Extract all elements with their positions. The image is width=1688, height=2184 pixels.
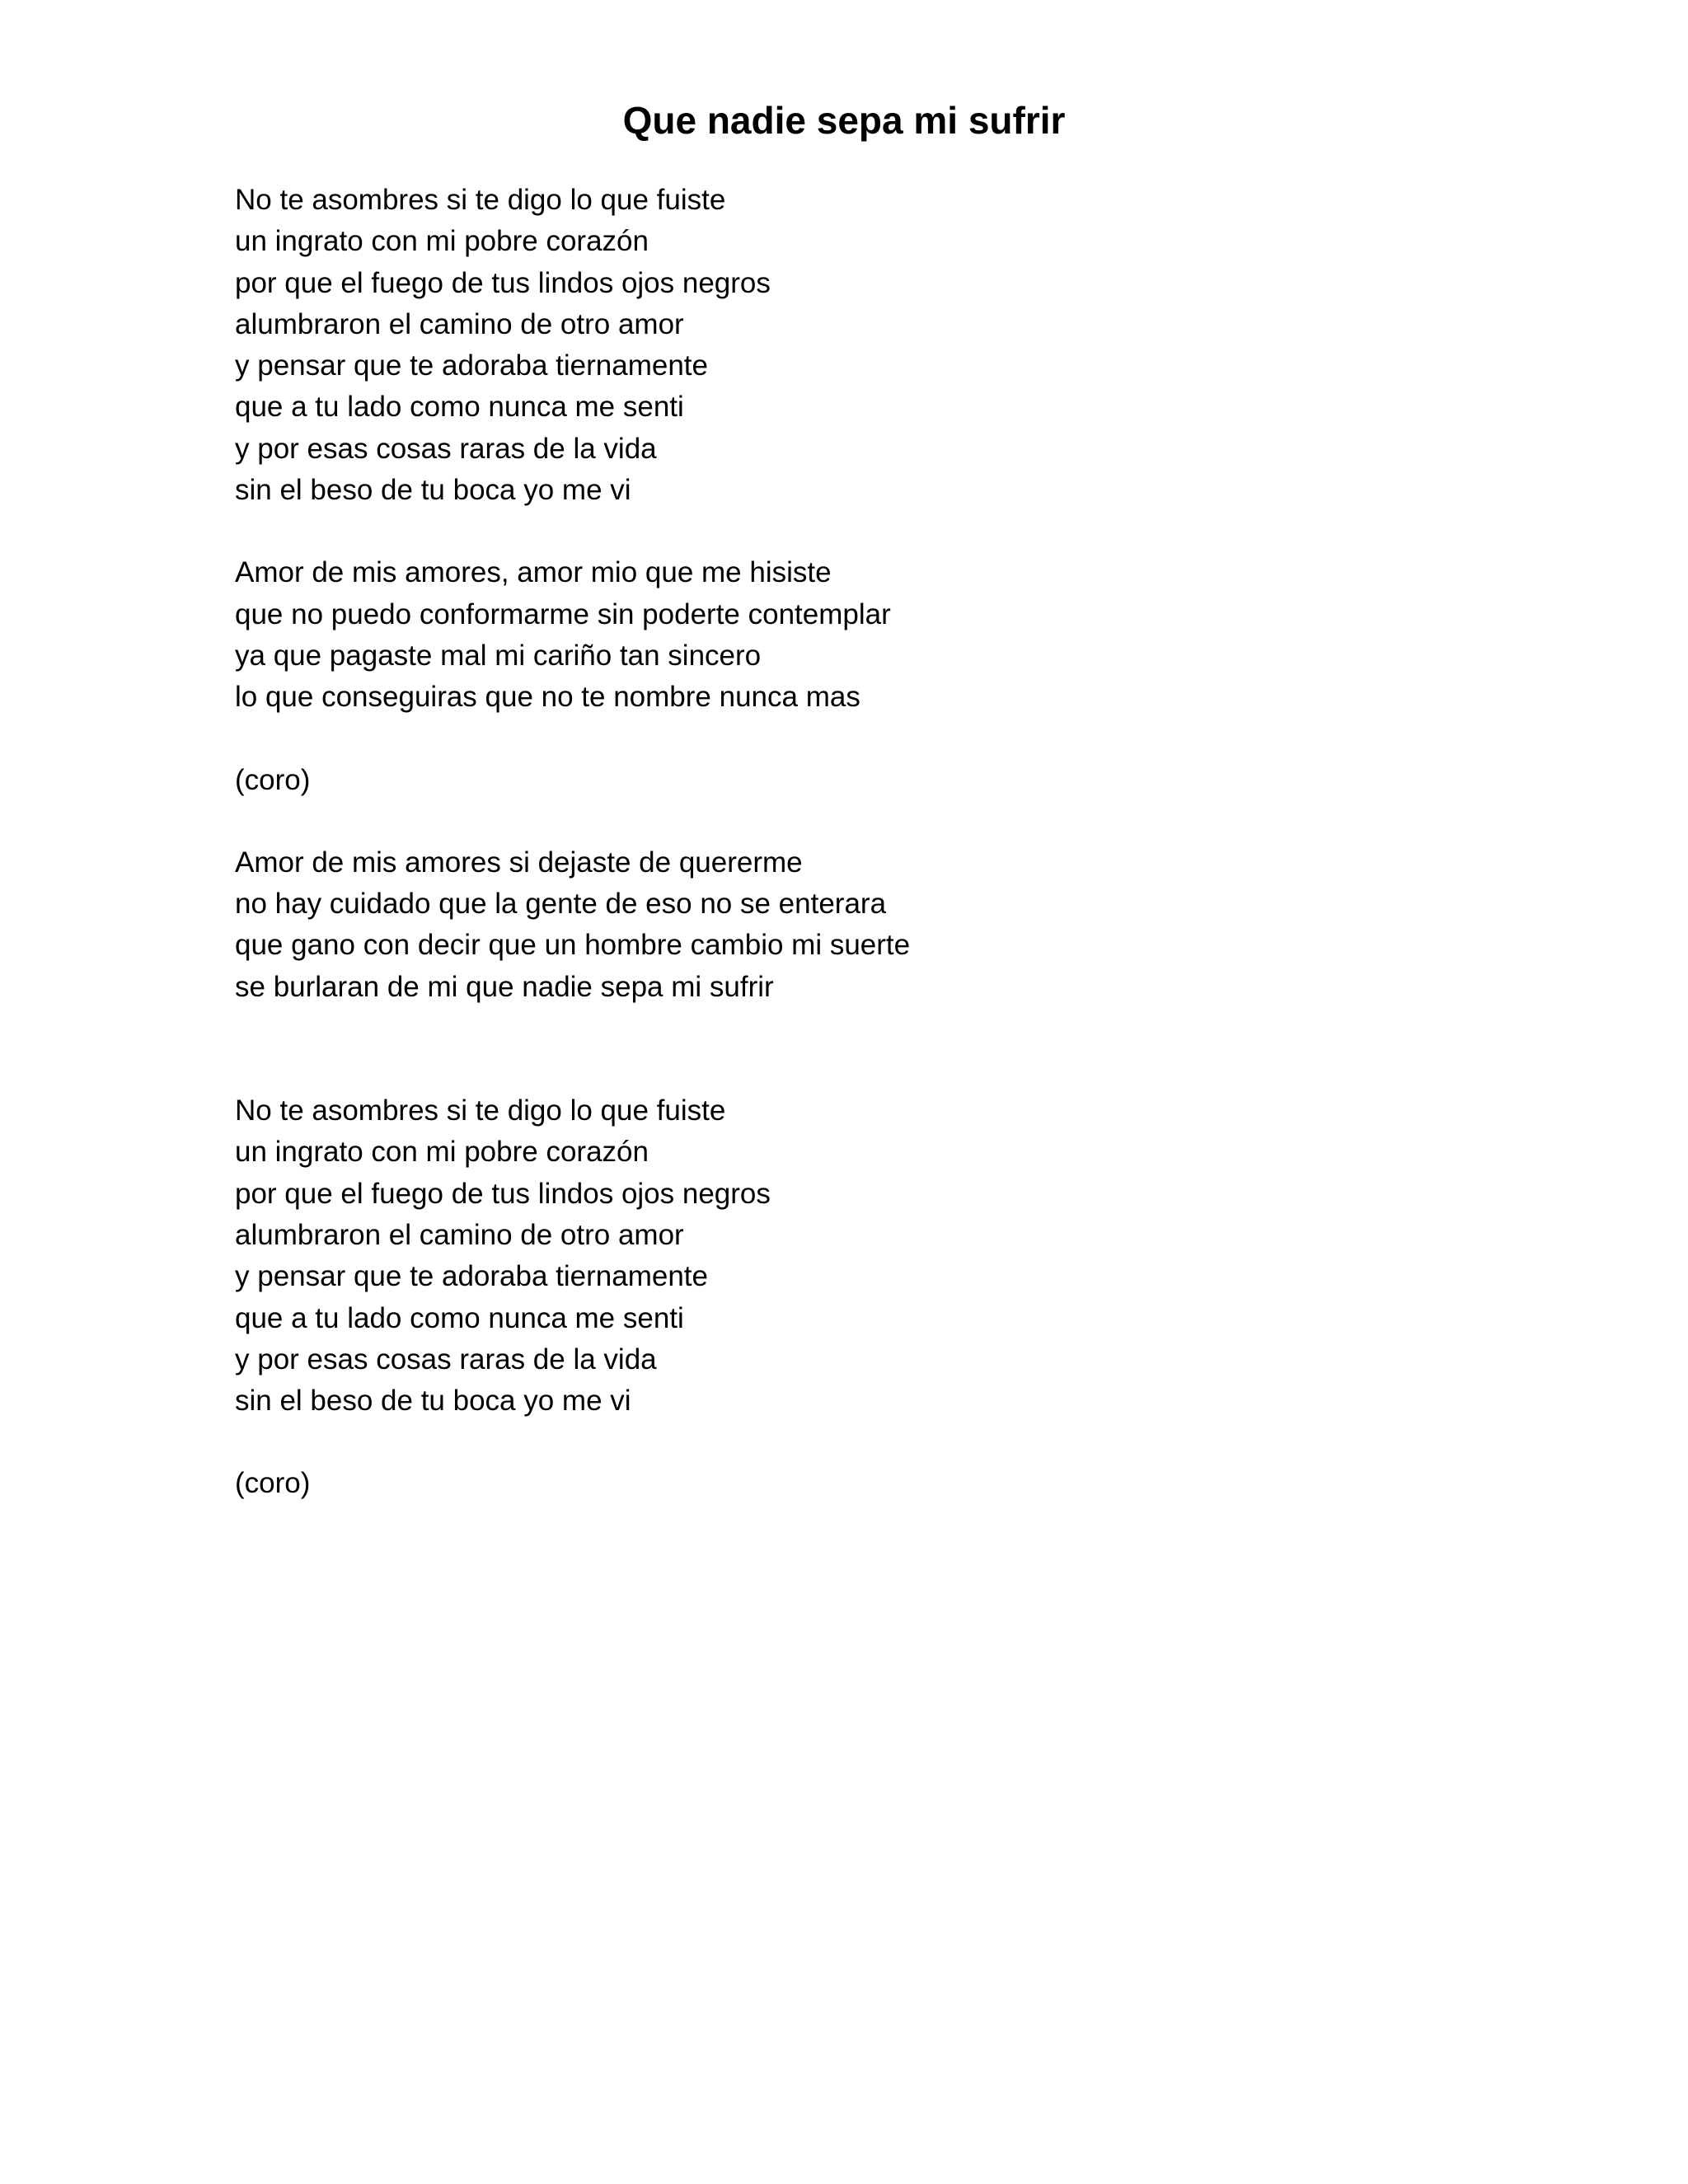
lyric-line: lo que conseguiras que no te nombre nunca mas — [235, 681, 860, 714]
lyric-line: y pensar que te adoraba tiernamente — [235, 349, 708, 382]
lyric-line: que gano con decir que un hombre cambio mi suerte — [235, 929, 911, 962]
lyric-line: alumbraron el camino de otro amor — [235, 307, 684, 340]
lyric-line: sin el beso de tu boca yo me vi — [235, 474, 631, 507]
lyric-line: un ingrato con mi pobre corazón — [235, 1136, 649, 1169]
lyric-line: no hay cuidado que la gente de eso no se enterara — [235, 888, 887, 921]
stanza-5 — [235, 1090, 1471, 1422]
lyric-line: un ingrato con mi pobre corazón — [235, 225, 649, 258]
lyric-line: No te asombres si te digo lo que fuiste — [235, 1094, 726, 1127]
chorus-marker-2 — [235, 1463, 1471, 1504]
lyric-line: que a tu lado como nunca me senti — [235, 391, 684, 424]
stanza-4 — [235, 842, 1471, 1008]
stanza-2 — [235, 552, 1471, 718]
lyric-line: alumbraron el camino de otro amor — [235, 1218, 684, 1251]
lyric-line: sin el beso de tu boca yo me vi — [235, 1385, 631, 1418]
lyric-line: (coro) — [235, 763, 311, 796]
chorus-marker-1 — [235, 760, 1471, 801]
lyric-line: por que el fuego de tus lindos ojos negros — [235, 266, 771, 299]
lyric-line: Amor de mis amores si dejaste de quererme — [235, 846, 803, 879]
lyric-line: que no puedo conformarme sin poderte contemplar — [235, 598, 891, 630]
lyrics-body — [235, 180, 1471, 1546]
lyric-line: se burlaran de mi que nadie sepa mi sufrir — [235, 970, 774, 1003]
lyric-line: Amor de mis amores, amor mio que me hisiste — [235, 556, 832, 589]
lyric-line: y por esas cosas raras de la vida — [235, 1343, 657, 1376]
lyric-line: por que el fuego de tus lindos ojos negros — [235, 1177, 771, 1210]
lyric-line: (coro) — [235, 1467, 311, 1500]
lyric-line: que a tu lado como nunca me senti — [235, 1301, 684, 1334]
document-title: Que nadie sepa mi sufrir — [622, 99, 1066, 142]
lyric-line: y por esas cosas raras de la vida — [235, 432, 657, 465]
lyric-line: y pensar que te adoraba tiernamente — [235, 1260, 708, 1293]
lyric-line: No te asombres si te digo lo que fuiste — [235, 184, 726, 216]
stanza-1 — [235, 180, 1471, 511]
lyric-line: ya que pagaste mal mi cariño tan sincero — [235, 639, 762, 672]
